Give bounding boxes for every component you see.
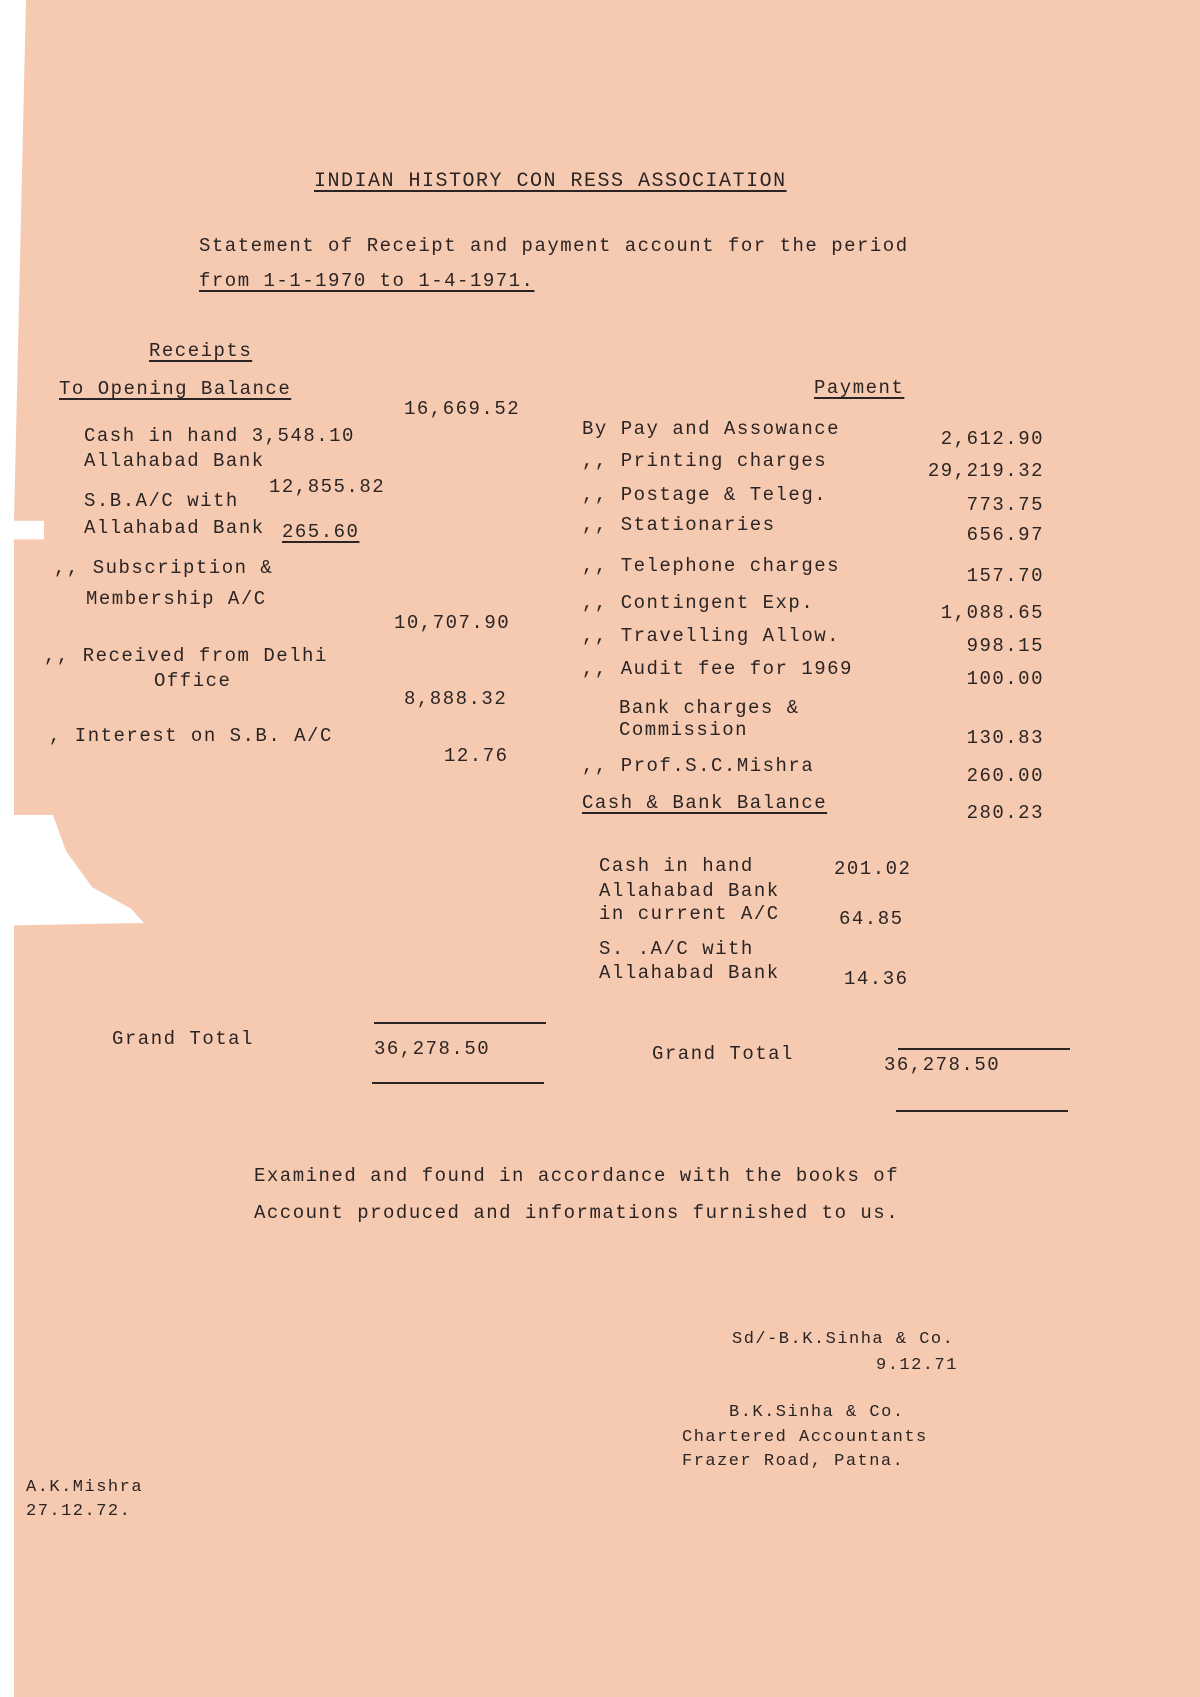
- payment-item-amount: 1,088.65: [940, 602, 1044, 624]
- payment-item-label: ,, Telephone charges: [582, 555, 841, 577]
- sb-ac-amount: 265.60: [282, 521, 360, 543]
- balance-cash-amount: 201.02: [834, 858, 912, 880]
- delhi-line-1: ,, Received from Delhi: [44, 645, 328, 667]
- balance-sb-amount: 14.36: [844, 968, 909, 990]
- payment-item-amount: 280.23: [966, 802, 1044, 824]
- subscription-amount: 10,707.90: [394, 612, 511, 634]
- allahabad-bank-amount: 12,855.82: [269, 476, 386, 498]
- payment-item-amount: 130.83: [966, 727, 1044, 749]
- payment-item-label: Cash & Bank Balance: [582, 792, 828, 814]
- grand-total-receipts: 36,278.50: [374, 1038, 491, 1060]
- total-rule-top-left: [374, 1022, 546, 1024]
- document-title: INDIAN HISTORY CON RESS ASSOCIATION: [314, 170, 787, 193]
- allahabad-bank-label: Allahabad Bank: [84, 450, 265, 472]
- audit-note-line-1: Examined and found in accordance with the books of: [254, 1165, 900, 1187]
- balance-current-amount: 64.85: [839, 908, 904, 930]
- grand-total-label-right: Grand Total: [652, 1043, 794, 1065]
- balance-current-line-1: Allahabad Bank: [599, 880, 780, 902]
- delhi-amount: 8,888.32: [404, 688, 508, 710]
- opening-balance-label: To Opening Balance: [59, 378, 292, 400]
- payment-item-label: ,, Printing charges: [582, 450, 828, 472]
- countersign-name: A.K.Mishra: [26, 1478, 144, 1497]
- payment-item-amount: 260.00: [966, 765, 1044, 787]
- statement-period: from 1-1-1970 to 1-4-1971.: [199, 270, 535, 292]
- payment-item-label: ,, Stationaries: [582, 514, 776, 536]
- payment-item-label-2: Commission: [619, 719, 749, 741]
- payment-item-label: ,, Audit fee for 1969: [582, 658, 853, 680]
- payment-item-amount: 157.70: [966, 565, 1044, 587]
- document-page: [14, 0, 1200, 1697]
- payment-item-label: ,, Postage & Teleg.: [582, 484, 828, 506]
- balance-sb-line-1: S. .A/C with: [599, 938, 754, 960]
- cash-in-hand-line: Cash in hand 3,548.10: [84, 425, 355, 447]
- payment-item-label: Bank charges &: [619, 697, 800, 719]
- interest-amount: 12.76: [444, 745, 509, 767]
- grand-total-label-left: Grand Total: [112, 1028, 254, 1050]
- payment-item-label: ,, Contingent Exp.: [582, 592, 815, 614]
- payment-item-label: ,, Prof.S.C.Mishra: [582, 755, 815, 777]
- interest-label: , Interest on S.B. A/C: [49, 725, 333, 747]
- payment-item-amount: 2,612.90: [940, 428, 1044, 450]
- total-rule-bottom-left: [372, 1082, 544, 1084]
- payment-item-amount: 29,219.32: [927, 460, 1044, 482]
- countersign-date: 27.12.72.: [26, 1502, 132, 1521]
- balance-sb-line-2: Allahabad Bank: [599, 962, 780, 984]
- balance-current-line-2: in current A/C: [599, 903, 780, 925]
- auditor-signature: Sd/-B.K.Sinha & Co.: [732, 1330, 955, 1349]
- payment-item-amount: 998.15: [966, 635, 1044, 657]
- total-rule-top-right: [898, 1048, 1070, 1050]
- auditor-title: Chartered Accountants: [682, 1428, 928, 1447]
- payment-heading: Payment: [814, 377, 905, 399]
- auditor-name: B.K.Sinha & Co.: [729, 1403, 905, 1422]
- auditor-address: Frazer Road, Patna.: [682, 1452, 905, 1471]
- auditor-date: 9.12.71: [876, 1356, 958, 1375]
- delhi-line-2: Office: [154, 670, 232, 692]
- grand-total-payments: 36,278.50: [884, 1054, 1001, 1076]
- total-rule-bottom-right: [896, 1110, 1068, 1112]
- balance-cash-in-hand: Cash in hand: [599, 855, 754, 877]
- opening-balance-amount: 16,669.52: [404, 398, 521, 420]
- payment-item-amount: 773.75: [966, 494, 1044, 516]
- payment-item-label: ,, Travelling Allow.: [582, 625, 841, 647]
- payment-item-amount: 100.00: [966, 668, 1044, 690]
- audit-note-line-2: Account produced and informations furnished to us.: [254, 1202, 900, 1224]
- payment-item-amount: 656.97: [966, 524, 1044, 546]
- subscription-line-1: ,, Subscription &: [54, 557, 274, 579]
- torn-edge: [14, 815, 144, 935]
- receipts-heading: Receipts: [149, 340, 253, 362]
- subscription-line-2: Membership A/C: [86, 588, 267, 610]
- statement-line-1: Statement of Receipt and payment account for the period: [199, 235, 909, 257]
- sb-ac-line-1: S.B.A/C with: [84, 490, 239, 512]
- sb-ac-line-2: Allahabad Bank: [84, 517, 265, 539]
- payment-item-label: By Pay and Assowance: [582, 418, 841, 440]
